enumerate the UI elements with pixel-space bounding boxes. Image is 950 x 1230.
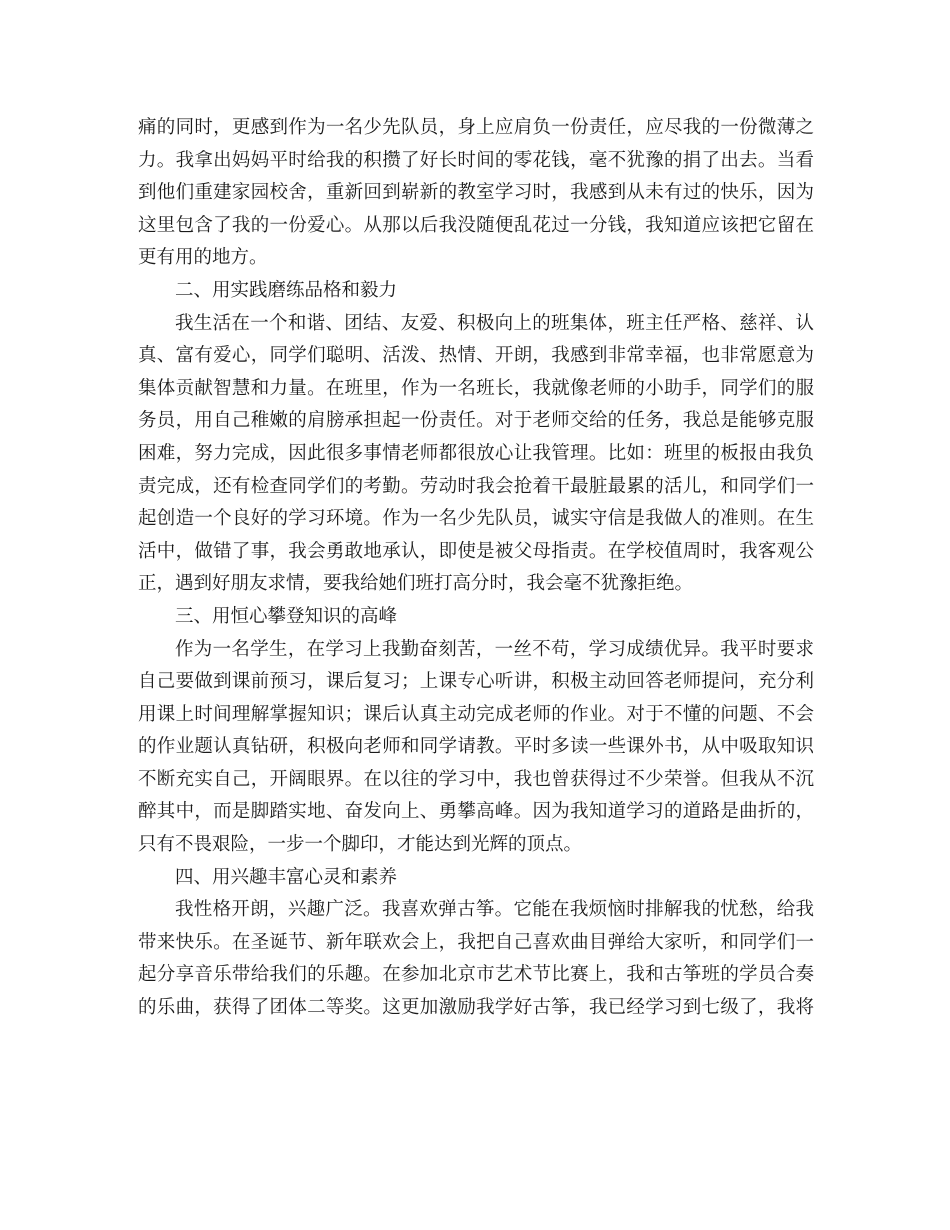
paragraph-line: 的作业题认真钻研，积极向老师和同学请教。平时多读一些课外书，从中吸取知识 (138, 736, 814, 758)
paragraph-line: 痛的同时，更感到作为一名少先队员，身上应肩负一份责任，应尽我的一份微薄之 (138, 117, 814, 138)
paragraph-line: 作为一名学生，在学习上我勤奋刻苦，一丝不苟，学习成绩优异。我平时要求 (175, 638, 814, 660)
document-body (138, 112, 814, 1025)
paragraph-line: 只有不畏艰险，一步一个脚印，才能达到光辉的顶点。 (138, 834, 583, 856)
paragraph-line: 困难，努力完成，因此很多事情老师都很放心让我管理。比如：班里的板报由我负 (138, 442, 814, 464)
paragraph-line: 起创造一个良好的学习环境。作为一名少先队员，诚实守信是我做人的准则。在生 (138, 508, 814, 530)
paragraph-line: 到他们重建家园校舍，重新回到崭新的教室学习时，我感到从未有过的快乐，因为 (138, 182, 814, 204)
paragraph-line: 起分享音乐带给我们的乐趣。在参加北京市艺术节比赛上，我和古筝班的学员合奏 (138, 964, 814, 986)
section-heading: 四、用兴趣丰富心灵和素养 (175, 866, 398, 888)
paragraph-line: 活中，做错了事，我会勇敢地承认，即使是被父母指责。在学校值周时，我客观公 (138, 540, 814, 562)
paragraph-line: 用课上时间理解掌握知识；课后认真主动完成老师的作业。对于不懂的问题、不会 (138, 703, 814, 725)
paragraph-line: 带来快乐。在圣诞节、新年联欢会上，我把自己喜欢曲目弹给大家听，和同学们一 (138, 931, 814, 953)
section-heading: 三、用恒心攀登知识的高峰 (175, 605, 398, 627)
paragraph-line: 责完成，还有检查同学们的考勤。劳动时我会抢着干最脏最累的活儿，和同学们一 (138, 475, 814, 497)
paragraph-line: 醉其中，而是脚踏实地、奋发向上、勇攀高峰。因为我知道学习的道路是曲折的， (138, 801, 814, 823)
paragraph-line: 务员，用自己稚嫩的肩膀承担起一份责任。对于老师交给的任务，我总是能够克服 (138, 410, 814, 432)
paragraph-line: 更有用的地方。 (138, 247, 268, 269)
paragraph-line: 集体贡献智慧和力量。在班里，作为一名班长，我就像老师的小助手，同学们的服 (138, 377, 814, 399)
paragraph-line: 这里包含了我的一份爱心。从那以后我没随便乱花过一分钱，我知道应该把它留在 (138, 214, 814, 236)
paragraph-line: 我生活在一个和谐、团结、友爱、积极向上的班集体，班主任严格、慈祥、认 (175, 312, 814, 334)
paragraph-line: 真、富有爱心，同学们聪明、活泼、热情、开朗，我感到非常幸福，也非常愿意为 (138, 345, 814, 367)
paragraph-line: 力。我拿出妈妈平时给我的积攒了好长时间的零花钱，毫不犹豫的捐了出去。当看 (138, 149, 814, 171)
section-heading: 二、用实践磨练品格和毅力 (175, 279, 398, 301)
paragraph-line: 我性格开朗，兴趣广泛。我喜欢弹古筝。它能在我烦恼时排解我的忧愁，给我 (175, 899, 814, 921)
paragraph-line: 正，遇到好朋友求情，要我给她们班打高分时，我会毫不犹豫拒绝。 (138, 573, 694, 595)
paragraph-line: 不断充实自己，开阔眼界。在以往的学习中，我也曾获得过不少荣誉。但我从不沉 (138, 768, 814, 790)
paragraph-line: 的乐曲，获得了团体二等奖。这更加激励我学好古筝，我已经学习到七级了，我将 (138, 997, 814, 1019)
paragraph-line: 自己要做到课前预习，课后复习；上课专心听讲，积极主动回答老师提问，充分利 (138, 671, 814, 693)
